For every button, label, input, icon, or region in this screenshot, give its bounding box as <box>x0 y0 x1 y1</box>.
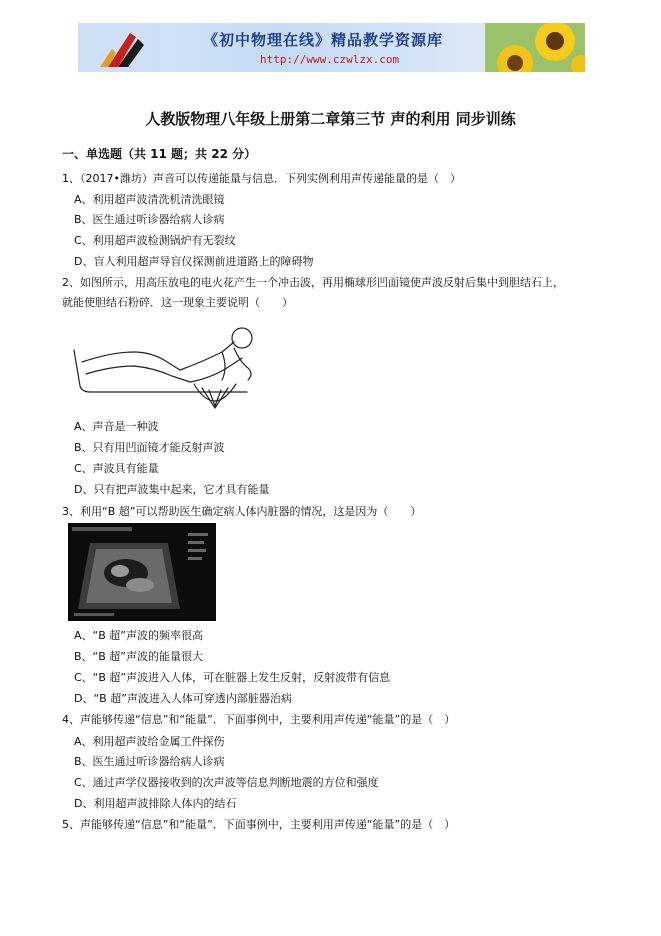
question-4-option-a: A、利用超声波给金属工件探伤 <box>74 735 225 748</box>
lithotripsy-figure <box>72 322 262 414</box>
question-4-option-b: B、医生通过听诊器给病人诊病 <box>74 755 225 768</box>
question-4-stem: 4、声能够传递“信息”和“能量”．下面事例中，主要利用声传递“能量”的是（ ） <box>62 713 456 726</box>
question-4-option-d: D、利用超声波排除人体内的结石 <box>74 797 237 810</box>
question-4-option-c: C、通过声学仪器接收到的次声波等信息判断地震的方位和强度 <box>74 776 379 789</box>
question-2-option-b: B、只有用凹面镜才能反射声波 <box>74 441 225 454</box>
question-2-option-a: A、声音是一种波 <box>74 420 159 433</box>
site-logo-icon <box>78 23 156 72</box>
question-3-option-b: B、“B 超”声波的能量很大 <box>74 650 203 663</box>
question-1-option-d: D、盲人利用超声导盲仪探测前进道路上的障碍物 <box>74 255 314 268</box>
sunflower-icon <box>485 23 585 72</box>
question-3-option-a: A、“B 超”声波的频率很高 <box>74 629 203 642</box>
page-title: 人教版物理八年级上册第二章第三节 声的利用 同步训练 <box>145 110 516 128</box>
question-5-stem: 5、声能够传递“信息”和“能量”．下面事例中，主要利用声传递“能量”的是（ ） <box>62 818 456 831</box>
question-2-option-d: D、只有把声波集中起来，它才具有能量 <box>74 483 270 496</box>
question-2-stem-line-1: 2、如图所示，用高压放电的电火花产生一个冲击波，再用椭球形凹面镜使声波反射后集中到胆结石上， <box>62 276 564 289</box>
question-2-option-c: C、声波具有能量 <box>74 462 159 475</box>
banner-url[interactable]: http://www.czwlzx.com <box>260 53 400 66</box>
header-banner <box>78 23 585 72</box>
question-3-option-d: D、“B 超”声波进入人体可穿透内部脏器治病 <box>74 692 292 705</box>
question-1-stem: 1、（2017•潍坊）声音可以传递能量与信息．下列实例利用声传递能量的是（ ） <box>62 172 461 185</box>
ultrasound-image <box>68 523 216 621</box>
question-1-option-b: B、医生通过听诊器给病人诊病 <box>74 213 225 226</box>
question-2-stem-line-2: 就能使胆结石粉碎．这一现象主要说明（ ） <box>62 296 293 309</box>
question-3-option-c: C、“B 超”声波进入人体，可在脏器上发生反射，反射波带有信息 <box>74 671 391 684</box>
banner-title: 《初中物理在线》精品教学资源库 <box>203 31 444 49</box>
question-3-stem: 3、利用“B 超”可以帮助医生确定病人体内脏器的情况，这是因为（ ） <box>62 505 422 518</box>
question-1-option-a: A、利用超声波清洗机清洗眼镜 <box>74 193 225 206</box>
question-1-option-c: C、利用超声波检测锅炉有无裂纹 <box>74 234 236 247</box>
section-heading: 一、单选题（共 11 题；共 22 分） <box>62 147 257 161</box>
